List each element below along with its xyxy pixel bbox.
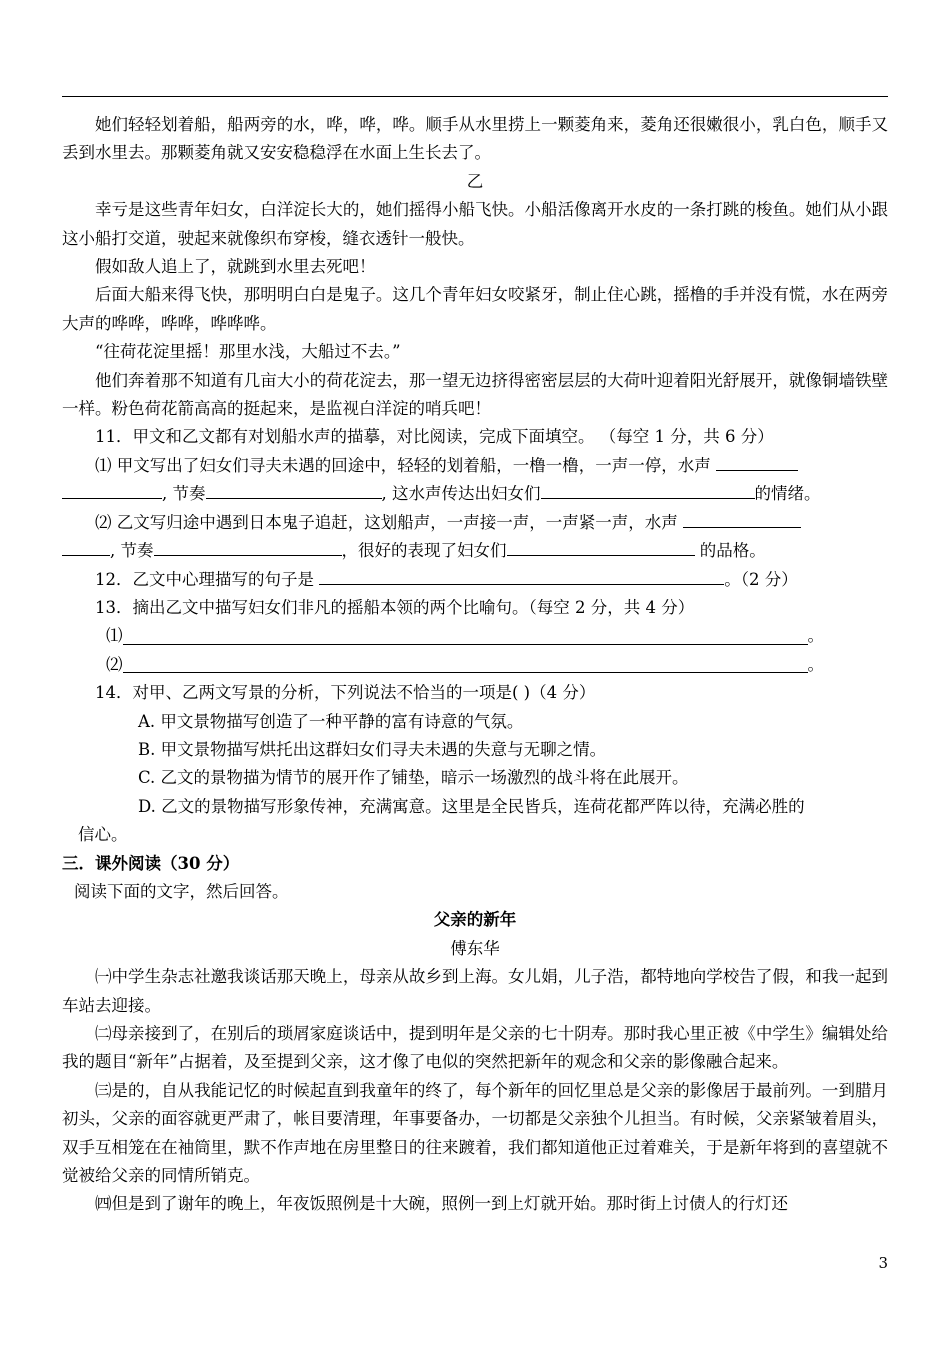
option-a[interactable]: A. 甲文景物描写创造了一种平静的富有诗意的气氛。: [138, 711, 524, 731]
passage-yi-label: 乙: [466, 171, 484, 191]
answer-blank[interactable]: [541, 480, 755, 499]
answer-period: 。: [807, 626, 824, 646]
answer-number: ⑵: [106, 654, 123, 674]
section-heading: 三．课外阅读（30 分）: [62, 853, 240, 873]
page-content: [62, 111, 888, 1219]
passage-yi-paragraph: 他们奔着那不知道有几亩大小的荷花淀去，那一望无边挤得密密层层的大荷叶迎着阳光舒展开，就像铜墙铁壁一样。粉色荷花箭高高的挺起来，是监视白洋淀的哨兵吧！: [62, 370, 888, 419]
answer-blank[interactable]: [507, 537, 695, 556]
answer-blank[interactable]: [319, 566, 724, 585]
question-13-answer-1: [62, 622, 888, 650]
question-text: , 这水声传达出妇女们: [381, 484, 541, 504]
question-11-part-1: [62, 452, 888, 480]
answer-blank[interactable]: [123, 626, 808, 645]
article-title: 父亲的新年: [433, 910, 517, 930]
article-author: 傅东华: [450, 938, 500, 958]
answer-blank[interactable]: [683, 509, 801, 528]
instruction: 阅读下面的文字，然后回答。: [74, 881, 289, 901]
question-text: , 节奏: [110, 541, 154, 561]
question-11-part-1-cont: [62, 480, 888, 508]
answer-blank[interactable]: [716, 452, 798, 471]
question-13-answer-2: [62, 651, 888, 679]
question-text: ，很好的表现了妇女们: [341, 541, 507, 561]
question-text: 。（2 分）: [724, 569, 798, 589]
passage-yi-paragraph: 假如敌人追上了，就跳到水里去死吧！: [95, 257, 376, 277]
question-13: 13．摘出乙文中描写妇女们非凡的摇船本领的两个比喻句。（每空 2 分，共 4 分）: [95, 597, 695, 617]
article-paragraph: ㈣但是到了谢年的晚上，年夜饭照例是十大碗，照例一到上灯就开始。那时街上讨债人的行灯还: [95, 1194, 788, 1214]
answer-blank[interactable]: [62, 480, 162, 499]
answer-number: ⑴: [106, 626, 123, 646]
answer-blank[interactable]: [62, 537, 110, 556]
question-text: 的情绪。: [754, 484, 821, 504]
question-11-part-2: [62, 509, 888, 537]
article-paragraph: ㈠中学生杂志社邀我谈话那天晚上，母亲从故乡到上海。女儿娟，儿子浩，都特地向学校告了假，和我一起到车站去迎接。: [62, 967, 888, 1015]
question-text: ⑴ 甲文写出了妇女们寻夫未遇的回途中，轻轻的划着船，一橹一橹，一声一停，水声: [95, 455, 711, 475]
answer-blank[interactable]: [206, 480, 382, 499]
option-c[interactable]: C. 乙文的景物描为情节的展开作了铺垫，暗示一场激烈的战斗将在此展开。: [138, 768, 689, 788]
question-text: 12．乙文中心理描写的句子是: [95, 569, 314, 589]
answer-blank[interactable]: [154, 537, 342, 556]
answer-period: 。: [807, 654, 824, 674]
passage-yi-paragraph: 幸亏是这些青年妇女，白洋淀长大的，她们摇得小船飞快。小船活像离开水皮的一条打跳的梭鱼。她们从小跟这小船打交道，驶起来就像织布穿梭，缝衣透针一般快。: [62, 200, 888, 248]
header-rule: [62, 96, 888, 97]
question-text: , 节奏: [162, 484, 206, 504]
passage-yi-paragraph: 后面大船来得飞快，那明明白白是鬼子。这几个青年妇女咬紧牙，制止住心跳，摇橹的手并没有慌，水在两旁大声的哗哗，哗哗，哗哗哗。: [62, 285, 888, 333]
page-number: 3: [878, 1254, 888, 1272]
article-paragraph: ㈢是的，自从我能记忆的时候起直到我童年的终了，每个新年的回忆里总是父亲的影像居于最前列。一到腊月初头，父亲的面容就更严肃了，帐目要清理，年事要备办，一切都是父亲独个儿担当。有时候，父亲紧皱着眉头，双手互相笼在在袖筒里，默不作声地在房里整日的往来踱着，我们都知道他正过着难关，于是新年将到的喜望就不觉被给父亲的同情所销克。: [62, 1080, 888, 1186]
answer-blank[interactable]: [123, 654, 808, 673]
article-paragraph: ㈡母亲接到了，在别后的琐屑家庭谈话中，提到明年是父亲的七十阴寿。那时我心里正被《中学生》编辑处给我的题目“新年”占据着，及至提到父亲，这才像了电似的突然把新年的观念和父亲的影像融合起来。: [62, 1024, 888, 1072]
option-d-cont: 信心。: [78, 825, 128, 845]
option-d[interactable]: D. 乙文的景物描写形象传神，充满寓意。这里是全民皆兵，连荷花都严阵以待，充满必胜的: [138, 796, 805, 816]
question-12: [62, 566, 888, 594]
passage-yi-paragraph: “往荷花淀里摇！那里水浅，大船过不去。”: [95, 342, 401, 362]
question-11-part-2-cont: [62, 537, 888, 565]
option-b[interactable]: B. 甲文景物描写烘托出这群妇女们寻夫未遇的失意与无聊之情。: [138, 739, 607, 759]
passage-jia-ending: 她们轻轻划着船，船两旁的水，哗，哗，哗。顺手从水里捞上一颗菱角来，菱角还很嫩很小，乳白色，顺手又丢到水里去。那颗菱角就又安安稳稳浮在水面上生长去了。: [62, 115, 888, 163]
question-text: ⑵ 乙文写归途中遇到日本鬼子追赶，这划船声，一声接一声，一声紧一声，水声: [95, 512, 678, 532]
question-14: 14．对甲、乙两文写景的分析，下列说法不恰当的一项是( )（4 分）: [95, 683, 596, 703]
question-11: 11．甲文和乙文都有对划船水声的描摹，对比阅读，完成下面填空。 （每空 1 分，共 6 分）: [95, 427, 774, 447]
question-text: 的品格。: [699, 541, 766, 561]
